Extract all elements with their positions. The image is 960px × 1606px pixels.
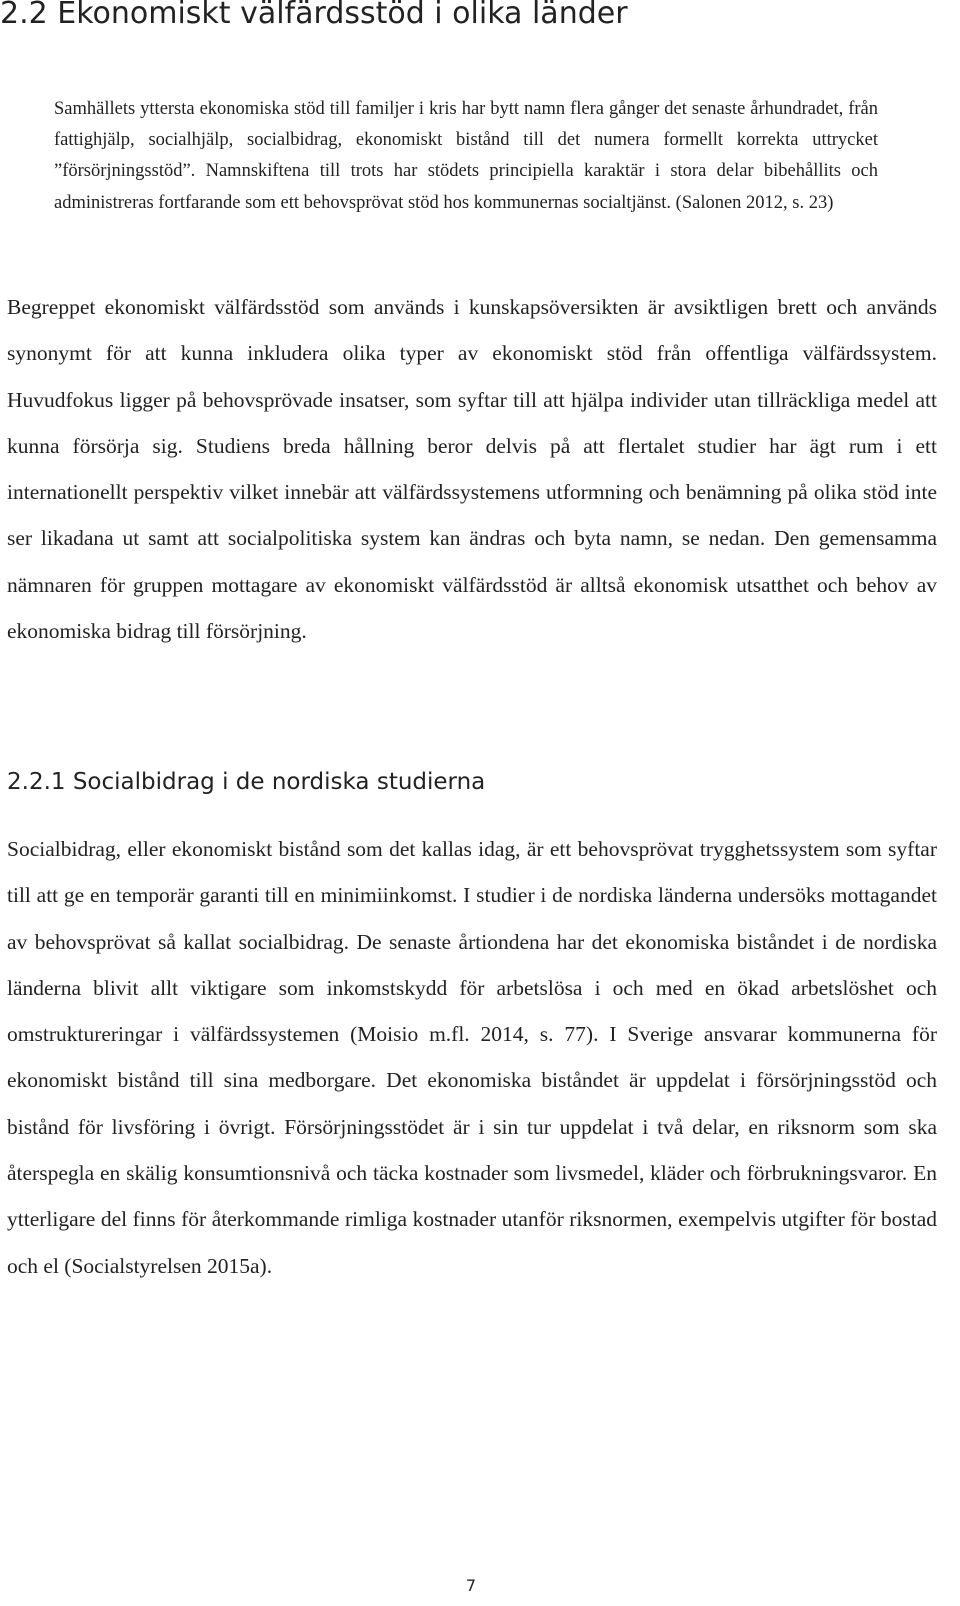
body-paragraph-1: Begreppet ekonomiskt välfärdsstöd som används i kunskapsöversikten är avsiktligen brett och används synonymt för att kunna inkludera olika typer av ekonomiskt stöd från offentliga välfärdssystem. Huvudfokus ligger på behovsprövade insatser, som syftar till att hjälpa individer utan tillräckliga medel att kunna försörja sig. Studiens breda hållning beror delvis på att flertalet studier har ägt rum i ett internationellt perspektiv vilket innebär att välfärdssystemens utformning och benämning på olika stöd inte ser likadana ut samt att socialpolitiska system kan ändras och byta namn, se nedan. Den gemensamma nämnaren för gruppen mottagare av ekonomiskt välfärdsstöd är alltså ekonomisk utsatthet och behov av ekonomiska bidrag till försörjning. — [7, 295, 937, 644]
page-number: 7 — [465, 1576, 477, 1595]
section-heading: 2.2 Ekonomiskt välfärdsstöd i olika länder — [0, 0, 628, 31]
block-quote: Samhällets yttersta ekonomiska stöd till familjer i kris har bytt namn flera gånger det senaste århundradet, från fattighjälp, socialhjälp, socialbidrag, ekonomiskt bistånd till det numera formellt korrekta uttrycket ”försörjningsstöd”. Namnskiftena till trots har stödets principiella karaktär i stora delar bibehållits och administreras fortfarande som ett behovsprövat stöd hos kommunernas socialtjänst. (Salonen 2012, s. 23) — [54, 99, 878, 213]
subsection-heading: 2.2.1 Socialbidrag i de nordiska studierna — [7, 769, 486, 795]
body-paragraph-2: Socialbidrag, eller ekonomiskt bistånd som det kallas idag, är ett behovsprövat trygghetssystem som syftar till att ge en temporär garanti till en minimiinkomst. I studier i de nordiska länderna undersöks mottagandet av behovsprövat så kallat socialbidrag. De senaste årtiondena har det ekonomiska biståndet i de nordiska länderna blivit allt viktigare som inkomstskydd för arbetslösa i och med en ökad arbetslöshet och omstruktureringar i välfärdssystemen (Moisio m.fl. 2014, s. 77). I Sverige ansvarar kommunerna för ekonomiskt bistånd till sina medborgare. Det ekonomiska biståndet är uppdelat i försörjningsstöd och bistånd för livsföring i övrigt. Försörjningsstödet är i sin tur uppdelat i två delar, en riksnorm som ska återspegla en skälig konsumtionsnivå och täcka kostnader som livsmedel, kläder och förbrukningsvaror. En ytterligare del finns för återkommande rimliga kostnader utanför riksnormen, exempelvis utgifter för bostad och el (Socialstyrelsen 2015a). — [7, 837, 937, 1278]
